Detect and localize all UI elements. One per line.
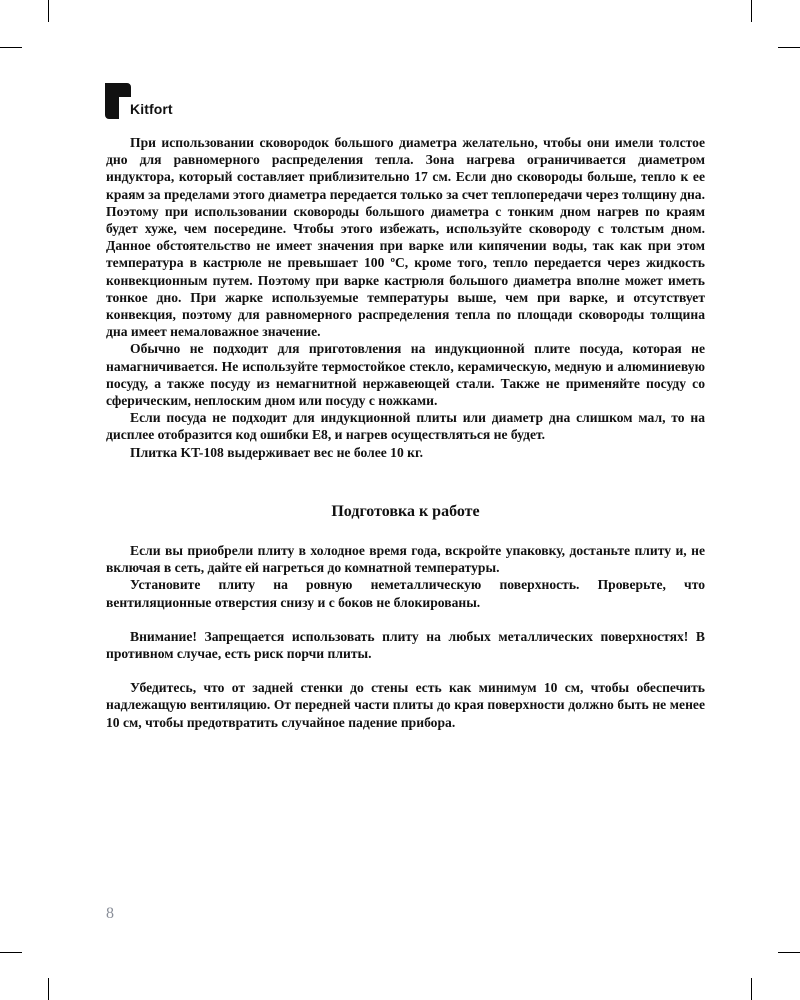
paragraph-placement: Установите плиту на ровную неметаллическую поверхность. Проверьте, что вентиляционные отверстия снизу и с боков не блокированы.: [106, 577, 705, 610]
document-body: [106, 134, 705, 731]
paragraph-cold-season: Если вы приобрели плиту в холодное время года, вскройте упаковку, достаньте плиту и, не включая в сеть, дайте ей нагреться до комнатной температуры.: [106, 543, 705, 576]
paragraph-unsuitable-cookware: Обычно не подходит для приготовления на индукционной плите посуда, которая не намагничивается. Не используйте термостойкое стекло, керамическую, медную и алюминиевую посуду, а также посуду из немагнитной нержавеющей стали. Также не применяйте посуду со сферическим, неплоским дном или посуду с ножками.: [106, 341, 705, 409]
paragraph-error-e8: Если посуда не подходит для индукционной плиты или диаметр дна слишком мал, то на дисплее отобразится код ошибки Е8, и нагрев осуществляться не будет.: [106, 410, 705, 443]
crop-mark-bottom-left-h: [0, 952, 22, 953]
crop-mark-bottom-right-h: [778, 952, 800, 953]
kitfort-logo-icon: [105, 83, 131, 119]
crop-mark-top-right: [751, 0, 752, 22]
paragraph-pan-diameter: При использовании сковородок большого диаметра желательно, чтобы они имели толстое дно для равномерного распределения тепла. Зона нагрева ограничивается диаметром индуктора, который составляет приблизительно 17 см. Если дно сковороды больше, тепло к ее краям за пределами этого диаметра передается только за счет теплопередачи через толщину дна. Поэтому при использовании сковороды большого диаметра с тонким дном нагрев по краям будет хуже, чем посередине. Чтобы этого избежать, используйте сковороду с толстым дном. Данное обстоятельство не имеет значения при варке или кипячении воды, так как при этом температура в кастрюле не превышает 100 ºС, кроме того, тепло передается через жидкость конвекционным путем. Поэтому при варке кастрюля большого диаметра вполне может иметь тонкое дно. При жарке используемые температуры выше, чем при варке, и отсутствует конвекция, поэтому для равномерного распределения тепла по площади сковороды толщина дна имеет немаловажное значение.: [106, 135, 705, 340]
section-title: Подготовка к работе: [331, 502, 480, 520]
crop-mark-top-left: [48, 0, 49, 22]
warning-label: Внимание!: [130, 628, 197, 644]
crop-mark-top-right-h: [778, 47, 800, 48]
paragraph-warning: [106, 628, 705, 662]
crop-mark-bottom-left: [48, 978, 49, 1000]
paragraph-max-weight: Плитка KT-108 выдерживает вес не более 10 кг.: [130, 444, 424, 460]
crop-mark-bottom-right: [751, 978, 752, 1000]
crop-mark-top-left-h: [0, 47, 22, 48]
warning-text: Запрещается использовать плиту на любых металлических поверхностях! В противном случае, есть риск порчи плиты.: [106, 628, 705, 662]
brand-logo: [105, 83, 173, 119]
paragraph-ventilation: Убедитесь, что от задней стенки до стены есть как минимум 10 см, чтобы обеспечить надлежащую вентиляцию. От передней части плиты до края поверхности должно быть не менее 10 см, чтобы предотвратить случайное падение прибора.: [106, 680, 705, 730]
page-number: 8: [106, 905, 114, 922]
brand-logo-text: Kitfort: [130, 101, 173, 117]
